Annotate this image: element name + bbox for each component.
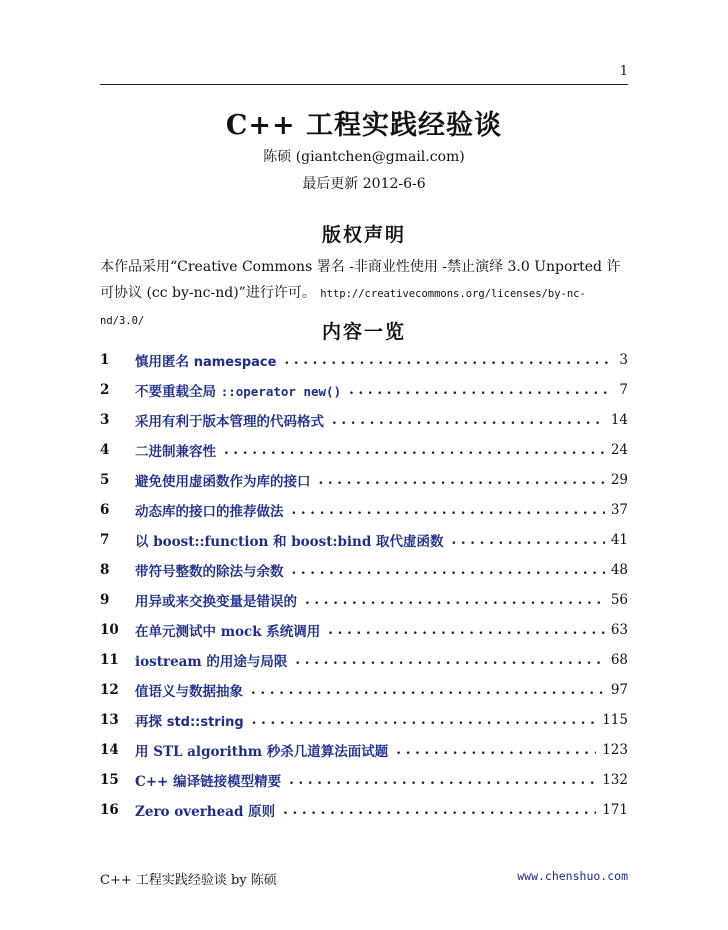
toc-entry-title-text: 用异或来交换变量是错误的 (135, 594, 297, 610)
toc-entry-title-text: 二进制兼容性 (135, 444, 216, 460)
toc-entry-number: 14 (100, 742, 119, 758)
document-title: C++ 工程实践经验谈 (225, 110, 503, 141)
toc-dot-leader (332, 412, 605, 428)
toc-entry-title-text: 带符号整数的除法与余数 (135, 564, 284, 580)
toc-entry-title[interactable] (135, 590, 297, 610)
toc-entry-code: ::operator new() (220, 384, 342, 399)
toc-entry-number: 6 (100, 502, 110, 518)
footer-title: C++ 工程实践经验谈 by 陈硕 (100, 873, 277, 888)
toc-entry-number: 11 (100, 652, 119, 668)
toc-dot-leader (305, 592, 605, 608)
license-text: 本作品采用“Creative Commons 署名 -非商业性使用 -禁止演绎 3.0 Unported 许可协议 (cc by-nc-nd)”进行许可。 (100, 259, 621, 301)
toc-entry[interactable] (100, 645, 628, 675)
toc-entry-title[interactable] (135, 530, 443, 550)
toc-entry[interactable] (100, 795, 628, 825)
footer-website-link[interactable]: www.chenshuo.com (517, 869, 628, 883)
toc-entry-number: 16 (100, 802, 119, 818)
toc-entry-title-text: 慎用匿名 (135, 354, 194, 370)
toc-dot-leader (292, 562, 605, 578)
toc-entry-number: 1 (100, 352, 110, 368)
toc-entry-title[interactable] (135, 500, 284, 520)
toc-entry-number: 5 (100, 472, 110, 488)
toc-dot-leader (451, 532, 604, 548)
license-url-link[interactable]: http://creativecommons.org/licenses/by-nc-nd/3.0/ (100, 288, 586, 327)
toc-entry-title[interactable] (135, 410, 324, 430)
toc-entry-number: 4 (100, 442, 110, 458)
toc-entry[interactable] (100, 705, 628, 735)
toc-entry-page: 171 (602, 802, 628, 818)
toc-dot-leader (289, 772, 596, 788)
toc-dot-leader (295, 652, 604, 668)
toc-entry-page: 41 (610, 532, 628, 548)
toc-entry-title-text: 值语义与数据抽象 (135, 684, 243, 700)
toc-entry-title-text: 用 STL algorithm 秒杀几道算法面试题 (135, 744, 389, 760)
toc-entry-title[interactable] (135, 650, 287, 670)
toc-entry-number: 10 (100, 622, 119, 638)
toc-entry-title-text: 动态库的接口的推荐做法 (135, 504, 284, 520)
toc-dot-leader (349, 382, 608, 398)
toc-entry[interactable] (100, 555, 628, 585)
toc-dot-leader (251, 682, 605, 698)
toc-entry-page: 48 (610, 562, 628, 578)
toc-entry-title[interactable] (135, 800, 275, 820)
toc-entry-title[interactable] (135, 770, 281, 790)
toc-dot-leader (292, 502, 605, 518)
toc-entry[interactable] (100, 465, 628, 495)
toc-entry-page: 68 (610, 652, 628, 668)
toc-entry-title-text: iostream 的用途与局限 (135, 654, 288, 670)
toc-dot-leader (328, 622, 605, 638)
toc-entry-title-text: 再探 (135, 714, 167, 730)
toc-entry-number: 13 (100, 712, 119, 728)
toc-entry-title-text: 以 boost::function 和 boost:bind 取代虚函数 (135, 534, 444, 550)
toc-entry-page: 56 (610, 592, 628, 608)
last-updated: 最后更新 2012-6-6 (302, 176, 426, 192)
license-heading: 版权声明 (321, 224, 406, 246)
toc-entry-number: 2 (100, 382, 110, 398)
toc-entry-page: 97 (610, 682, 628, 698)
toc-entry-page: 14 (610, 412, 628, 428)
toc-dot-leader (284, 352, 608, 368)
toc-entry-title-text: 避免使用虚函数作为库的接口 (135, 474, 311, 490)
toc-entry-title-text: C++ 编译链接模型精要 (135, 774, 282, 790)
page-number: 1 (619, 64, 628, 79)
toc-entry-page: 3 (619, 352, 628, 368)
toc-entry-title[interactable] (135, 620, 320, 640)
toc-entry[interactable] (100, 675, 628, 705)
toc-dot-leader (224, 442, 605, 458)
header-rule (100, 84, 628, 85)
table-of-contents (100, 345, 628, 825)
toc-entry[interactable] (100, 405, 628, 435)
toc-entry-page: 29 (610, 472, 628, 488)
toc-entry-page: 24 (610, 442, 628, 458)
toc-entry-page: 132 (602, 772, 628, 788)
toc-entry[interactable] (100, 375, 628, 405)
toc-entry-page: 63 (610, 622, 628, 638)
toc-entry-title[interactable] (135, 710, 244, 730)
toc-entry-title-text: 采用有利于版本管理的代码格式 (135, 414, 324, 430)
toc-entry-number: 3 (100, 412, 110, 428)
toc-entry-number: 7 (100, 532, 110, 548)
toc-entry[interactable] (100, 735, 628, 765)
toc-entry-number: 8 (100, 562, 110, 578)
toc-entry-title[interactable] (135, 740, 388, 760)
toc-entry-page: 115 (602, 712, 628, 728)
toc-entry[interactable] (100, 495, 628, 525)
toc-entry-title-text: 在单元测试中 mock 系统调用 (135, 624, 321, 640)
toc-dot-leader (252, 712, 596, 728)
toc-entry[interactable] (100, 585, 628, 615)
toc-dot-leader (283, 802, 596, 818)
toc-entry-code: namespace (193, 355, 277, 370)
toc-entry-number: 12 (100, 682, 119, 698)
toc-entry-number: 9 (100, 592, 110, 608)
toc-entry[interactable] (100, 615, 628, 645)
toc-dot-leader (319, 472, 605, 488)
toc-entry-title[interactable] (135, 380, 341, 400)
toc-heading: 内容一览 (321, 321, 406, 343)
author-line: 陈硕 (giantchen@gmail.com) (263, 149, 465, 165)
toc-entry[interactable] (100, 345, 628, 375)
toc-entry-page: 7 (619, 382, 628, 398)
toc-entry-title[interactable] (135, 680, 243, 700)
toc-entry-page: 37 (610, 502, 628, 518)
toc-entry-title[interactable] (135, 350, 276, 370)
toc-entry-title-text: 不要重载全局 (135, 384, 221, 400)
toc-dot-leader (396, 742, 596, 758)
toc-entry-title[interactable] (135, 440, 216, 460)
toc-entry[interactable] (100, 435, 628, 465)
toc-entry-number: 15 (100, 772, 119, 788)
toc-entry[interactable] (100, 765, 628, 795)
toc-entry-title-text: Zero overhead 原则 (135, 804, 276, 820)
toc-entry[interactable] (100, 525, 628, 555)
toc-entry-code: std::string (166, 715, 244, 730)
toc-entry-title[interactable] (135, 560, 284, 580)
toc-entry-title[interactable] (135, 470, 311, 490)
toc-entry-page: 123 (602, 742, 628, 758)
